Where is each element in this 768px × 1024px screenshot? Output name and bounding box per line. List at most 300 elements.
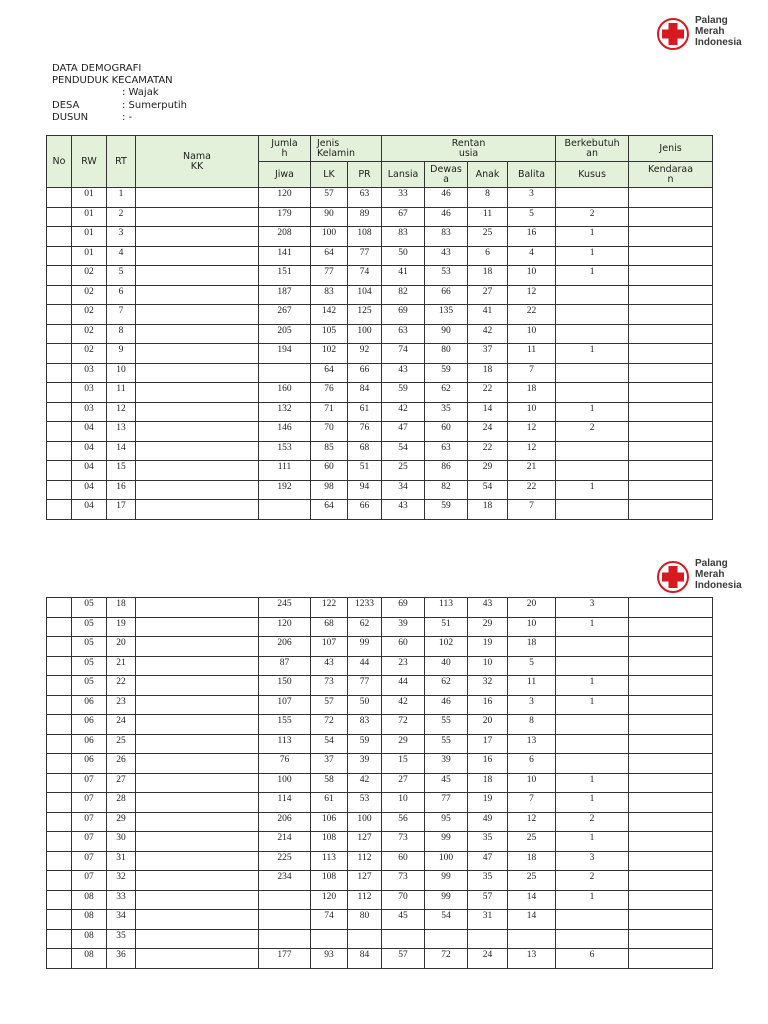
table-cell: 8 — [468, 188, 508, 208]
table-cell — [629, 480, 713, 500]
table-cell: 1233 — [348, 598, 382, 618]
table-cell — [259, 929, 311, 949]
table-cell: 62 — [425, 676, 468, 696]
table-cell: 51 — [425, 617, 468, 637]
table-cell: 113 — [259, 734, 311, 754]
demografi-table-page-2 — [46, 597, 713, 969]
table-cell — [556, 188, 629, 208]
table-row — [47, 207, 713, 227]
table-cell: 160 — [259, 383, 311, 403]
table-cell — [629, 890, 713, 910]
table-cell: 77 — [348, 246, 382, 266]
table-cell: 10 — [508, 773, 556, 793]
table-cell: 66 — [348, 500, 382, 520]
table-cell: 07 — [72, 871, 107, 891]
table-cell: 25 — [107, 734, 136, 754]
table-cell: 07 — [72, 812, 107, 832]
table-row — [47, 363, 713, 383]
table-cell — [629, 929, 713, 949]
table-cell: 102 — [311, 344, 348, 364]
table-cell: 5 — [508, 656, 556, 676]
table-cell: 34 — [382, 480, 425, 500]
table-cell: 92 — [348, 344, 382, 364]
table-cell — [47, 383, 72, 403]
table-cell — [629, 656, 713, 676]
table-cell — [556, 441, 629, 461]
table-cell: 177 — [259, 949, 311, 969]
table-cell: 63 — [425, 441, 468, 461]
table-cell — [136, 246, 259, 266]
table-cell — [629, 461, 713, 481]
table-cell: 25 — [468, 227, 508, 247]
table-cell — [47, 929, 72, 949]
table-cell: 71 — [311, 402, 348, 422]
table-cell — [629, 344, 713, 364]
table-cell — [136, 227, 259, 247]
col-kendaraan: Kendaraa n — [629, 162, 713, 188]
table-cell: 07 — [72, 832, 107, 852]
table-cell: 100 — [259, 773, 311, 793]
table-cell: 83 — [311, 285, 348, 305]
table-cell: 12 — [508, 422, 556, 442]
table-cell: 6 — [107, 285, 136, 305]
table-cell — [259, 890, 311, 910]
table-row — [47, 441, 713, 461]
table-cell — [629, 754, 713, 774]
table-cell: 19 — [107, 617, 136, 637]
col-jenis-kelamin: Jenis Kelamin — [311, 136, 382, 162]
table-cell: 61 — [311, 793, 348, 813]
table-cell: 54 — [382, 441, 425, 461]
table-cell — [629, 812, 713, 832]
table-cell — [47, 754, 72, 774]
table-cell: 83 — [425, 227, 468, 247]
table-cell: 155 — [259, 715, 311, 735]
table-cell: 02 — [72, 324, 107, 344]
table-cell: 73 — [382, 832, 425, 852]
table-cell: 08 — [72, 890, 107, 910]
table-cell: 17 — [468, 734, 508, 754]
table-cell: 05 — [72, 676, 107, 696]
table-cell: 63 — [348, 188, 382, 208]
table-cell — [629, 207, 713, 227]
table-cell: 99 — [348, 637, 382, 657]
table-cell: 44 — [348, 656, 382, 676]
table-cell: 25 — [508, 871, 556, 891]
table-cell — [556, 363, 629, 383]
table-cell: 51 — [348, 461, 382, 481]
table-cell — [556, 734, 629, 754]
table-cell: 108 — [348, 227, 382, 247]
table-row — [47, 929, 713, 949]
table-cell: 14 — [508, 910, 556, 930]
table-cell: 108 — [311, 832, 348, 852]
table-cell — [47, 441, 72, 461]
table-cell: 80 — [348, 910, 382, 930]
table-cell — [136, 207, 259, 227]
table-cell: 56 — [382, 812, 425, 832]
table-cell: 3 — [508, 188, 556, 208]
table-row — [47, 344, 713, 364]
table-cell — [136, 285, 259, 305]
table-cell: 114 — [259, 793, 311, 813]
table-cell: 112 — [348, 851, 382, 871]
table-cell — [47, 734, 72, 754]
table-cell: 02 — [72, 285, 107, 305]
table-cell: 192 — [259, 480, 311, 500]
table-cell: 03 — [72, 402, 107, 422]
table-cell — [556, 637, 629, 657]
table-cell — [629, 285, 713, 305]
table-cell: 06 — [72, 695, 107, 715]
table-row — [47, 910, 713, 930]
table-cell: 50 — [382, 246, 425, 266]
table-cell: 22 — [468, 441, 508, 461]
table-cell — [136, 461, 259, 481]
table-cell: 47 — [468, 851, 508, 871]
table-cell: 1 — [556, 773, 629, 793]
table-cell: 1 — [556, 695, 629, 715]
table-cell: 04 — [72, 461, 107, 481]
table-cell: 04 — [72, 441, 107, 461]
table-cell: 69 — [382, 598, 425, 618]
table-cell — [629, 676, 713, 696]
table-cell: 02 — [72, 305, 107, 325]
table-cell: 72 — [382, 715, 425, 735]
table-cell: 120 — [311, 890, 348, 910]
table-cell — [259, 500, 311, 520]
table-row — [47, 715, 713, 735]
table-cell: 03 — [72, 363, 107, 383]
table-cell: 10 — [508, 266, 556, 286]
table-cell: 245 — [259, 598, 311, 618]
table-cell: 18 — [508, 851, 556, 871]
table-cell — [47, 461, 72, 481]
table-cell: 18 — [468, 500, 508, 520]
table-cell: 02 — [72, 266, 107, 286]
table-cell — [629, 949, 713, 969]
table-cell: 68 — [311, 617, 348, 637]
table-cell: 31 — [107, 851, 136, 871]
dusun-value: : - — [122, 111, 133, 123]
table-cell: 102 — [425, 637, 468, 657]
table-cell — [136, 695, 259, 715]
table-cell: 5 — [508, 207, 556, 227]
table-cell — [136, 441, 259, 461]
desa-value: : Sumerputih — [122, 99, 187, 111]
table-cell: 05 — [72, 656, 107, 676]
table-cell — [47, 344, 72, 364]
col-nama-kk: Nama KK — [136, 136, 259, 188]
table-cell: 08 — [72, 929, 107, 949]
table-cell: 04 — [72, 422, 107, 442]
table-cell — [47, 207, 72, 227]
table-cell: 62 — [425, 383, 468, 403]
table-cell — [136, 812, 259, 832]
table-cell: 3 — [107, 227, 136, 247]
table-cell — [136, 480, 259, 500]
table-cell — [556, 285, 629, 305]
table-cell: 3 — [556, 598, 629, 618]
col-dewasa: Dewas a — [425, 162, 468, 188]
table-cell — [47, 188, 72, 208]
table-cell: 120 — [259, 188, 311, 208]
table-cell: 1 — [556, 266, 629, 286]
table-cell: 5 — [107, 266, 136, 286]
table-cell: 67 — [382, 207, 425, 227]
table-cell: 37 — [311, 754, 348, 774]
table-cell: 82 — [425, 480, 468, 500]
table-cell: 42 — [468, 324, 508, 344]
table-cell — [136, 949, 259, 969]
table-cell — [629, 324, 713, 344]
table-cell — [629, 188, 713, 208]
table-cell: 07 — [72, 773, 107, 793]
table-cell: 1 — [556, 832, 629, 852]
table-cell — [136, 773, 259, 793]
table-cell: 14 — [508, 890, 556, 910]
table-cell: 18 — [508, 637, 556, 657]
table-cell: 30 — [107, 832, 136, 852]
table-cell: 12 — [508, 441, 556, 461]
table-row — [47, 285, 713, 305]
table-row — [47, 754, 713, 774]
table-cell: 84 — [348, 383, 382, 403]
table-cell: 25 — [382, 461, 425, 481]
table-cell — [556, 461, 629, 481]
table-row — [47, 773, 713, 793]
table-cell: 98 — [311, 480, 348, 500]
table-row — [47, 500, 713, 520]
col-berkebutuhan: Berkebutuh an — [556, 136, 629, 162]
table-cell: 54 — [311, 734, 348, 754]
table-cell: 99 — [425, 871, 468, 891]
table-cell: 43 — [382, 500, 425, 520]
table-row — [47, 734, 713, 754]
table-cell — [629, 851, 713, 871]
table-cell — [629, 383, 713, 403]
table-cell: 80 — [425, 344, 468, 364]
table-row — [47, 890, 713, 910]
table-cell: 42 — [348, 773, 382, 793]
table-cell: 6 — [556, 949, 629, 969]
table-cell: 90 — [311, 207, 348, 227]
table-cell: 105 — [311, 324, 348, 344]
table-cell — [556, 500, 629, 520]
table-cell — [47, 715, 72, 735]
table-cell: 74 — [348, 266, 382, 286]
table-cell: 32 — [468, 676, 508, 696]
table-cell: 1 — [556, 227, 629, 247]
table-cell: 59 — [425, 363, 468, 383]
table-cell — [259, 363, 311, 383]
table-cell: 62 — [348, 617, 382, 637]
table-cell: 19 — [468, 793, 508, 813]
table-cell: 107 — [259, 695, 311, 715]
table-cell — [47, 363, 72, 383]
table-cell — [47, 832, 72, 852]
table-cell: 127 — [348, 832, 382, 852]
table-cell: 77 — [348, 676, 382, 696]
table-cell — [629, 715, 713, 735]
table-cell: 24 — [468, 949, 508, 969]
table-cell — [47, 598, 72, 618]
table-cell: 59 — [425, 500, 468, 520]
table-row — [47, 949, 713, 969]
table-cell: 60 — [382, 851, 425, 871]
table-cell: 23 — [382, 656, 425, 676]
table-cell: 11 — [508, 676, 556, 696]
table-cell: 10 — [382, 793, 425, 813]
table-cell: 3 — [556, 851, 629, 871]
table-cell — [47, 793, 72, 813]
table-cell: 2 — [556, 812, 629, 832]
table-cell — [508, 929, 556, 949]
table-cell — [47, 246, 72, 266]
table-cell: 31 — [468, 910, 508, 930]
table-cell: 49 — [468, 812, 508, 832]
table-cell: 08 — [72, 949, 107, 969]
table-cell: 41 — [382, 266, 425, 286]
table-cell — [556, 715, 629, 735]
table-cell: 55 — [425, 734, 468, 754]
table-row — [47, 871, 713, 891]
table-row — [47, 851, 713, 871]
table-cell: 24 — [468, 422, 508, 442]
table-cell: 43 — [425, 246, 468, 266]
table-row — [47, 617, 713, 637]
table-cell: 33 — [382, 188, 425, 208]
table-cell: 234 — [259, 871, 311, 891]
table-cell — [136, 734, 259, 754]
table-row — [47, 266, 713, 286]
table-cell: 10 — [508, 617, 556, 637]
table-cell: 08 — [72, 910, 107, 930]
table-cell — [47, 773, 72, 793]
table-cell: 22 — [508, 305, 556, 325]
table-cell: 120 — [259, 617, 311, 637]
table-cell: 1 — [556, 344, 629, 364]
table-cell — [556, 324, 629, 344]
table-cell: 1 — [556, 890, 629, 910]
table-cell: 90 — [425, 324, 468, 344]
table-cell — [136, 715, 259, 735]
table-cell: 77 — [311, 266, 348, 286]
table-cell — [556, 754, 629, 774]
table-cell — [259, 910, 311, 930]
table-cell: 113 — [425, 598, 468, 618]
table-cell: 100 — [348, 324, 382, 344]
col-pr: PR — [348, 162, 382, 188]
table-cell: 2 — [107, 207, 136, 227]
table-cell: 41 — [468, 305, 508, 325]
logo-text: Palang Merah Indonesia — [695, 558, 742, 591]
table-cell: 59 — [348, 734, 382, 754]
table-cell: 35 — [468, 871, 508, 891]
table-cell: 61 — [348, 402, 382, 422]
table-row — [47, 793, 713, 813]
table-cell: 64 — [311, 246, 348, 266]
table-cell — [468, 929, 508, 949]
table-cell — [136, 402, 259, 422]
table-cell: 54 — [468, 480, 508, 500]
table-cell — [47, 324, 72, 344]
table-cell: 113 — [311, 851, 348, 871]
table-cell: 77 — [425, 793, 468, 813]
table-cell: 43 — [468, 598, 508, 618]
table-row — [47, 227, 713, 247]
table-cell — [629, 305, 713, 325]
table-cell: 01 — [72, 207, 107, 227]
col-jenis: Jenis — [629, 136, 713, 162]
table-cell: 07 — [72, 793, 107, 813]
table-cell: 151 — [259, 266, 311, 286]
table-cell: 85 — [311, 441, 348, 461]
table-cell: 64 — [311, 500, 348, 520]
table-cell: 24 — [107, 715, 136, 735]
table-cell: 40 — [425, 656, 468, 676]
title-line-1: DATA DEMOGRAFI — [52, 63, 142, 74]
table-cell: 74 — [311, 910, 348, 930]
table-cell — [47, 266, 72, 286]
table-cell — [136, 676, 259, 696]
table-cell: 1 — [556, 676, 629, 696]
table-cell — [556, 929, 629, 949]
table-cell — [136, 832, 259, 852]
table-cell — [425, 929, 468, 949]
table-row — [47, 598, 713, 618]
table-cell: 18 — [107, 598, 136, 618]
table-cell — [47, 890, 72, 910]
table-cell: 108 — [311, 871, 348, 891]
desa-label: DESA — [52, 99, 80, 111]
table-cell — [382, 929, 425, 949]
red-cross-icon — [656, 560, 690, 594]
table-cell: 57 — [311, 188, 348, 208]
table-cell: 28 — [107, 793, 136, 813]
table-cell: 205 — [259, 324, 311, 344]
table-cell: 11 — [508, 344, 556, 364]
table-cell: 83 — [348, 715, 382, 735]
table-cell: 45 — [425, 773, 468, 793]
table-cell — [47, 305, 72, 325]
logo-text: Palang Merah Indonesia — [695, 15, 742, 48]
pmi-logo-page-2 — [656, 558, 746, 598]
table-cell: 122 — [311, 598, 348, 618]
table-cell — [47, 617, 72, 637]
table-cell: 73 — [311, 676, 348, 696]
table-cell: 2 — [556, 871, 629, 891]
table-cell: 06 — [72, 734, 107, 754]
table-cell: 18 — [468, 363, 508, 383]
table-cell — [47, 871, 72, 891]
table-cell: 21 — [107, 656, 136, 676]
table-cell: 13 — [508, 949, 556, 969]
table-cell: 8 — [107, 324, 136, 344]
demografi-table-page-1 — [46, 135, 713, 520]
table-cell — [629, 910, 713, 930]
table-cell — [629, 402, 713, 422]
table-cell: 60 — [311, 461, 348, 481]
table-cell: 83 — [382, 227, 425, 247]
table-cell: 15 — [382, 754, 425, 774]
table-cell: 146 — [259, 422, 311, 442]
table-cell: 73 — [382, 871, 425, 891]
table-cell — [629, 695, 713, 715]
table-cell: 46 — [425, 188, 468, 208]
table-cell — [47, 500, 72, 520]
table-cell: 02 — [72, 344, 107, 364]
